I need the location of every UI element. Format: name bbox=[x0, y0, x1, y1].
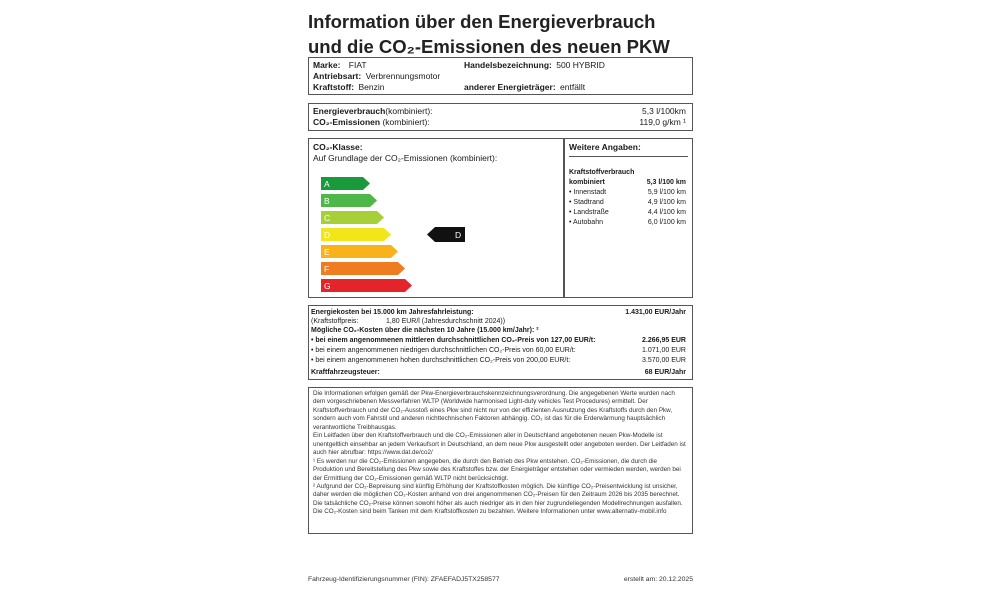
antrieb-label: Antriebsart: bbox=[313, 71, 362, 81]
handel-value: 500 HYBRID bbox=[556, 60, 605, 70]
anderer-value: entfällt bbox=[560, 82, 586, 92]
co2-value: 119,0 g/km ¹ bbox=[639, 117, 686, 127]
steuer-label: Kraftfahrzeugsteuer: bbox=[311, 369, 380, 376]
co2-class-scale bbox=[309, 167, 559, 297]
co2-label: CO₂-Emissionen bbox=[313, 117, 381, 127]
handel-label: Handelsbezeichnung: bbox=[464, 60, 552, 70]
co2-cost-row-label: • bei einem angenommenen mittleren durchschnittlichen CO₂-Preis von 127,00 EUR/t: bbox=[311, 337, 596, 344]
kraftstoff-value: Benzin bbox=[358, 82, 385, 92]
verbrauch-row-value: 6,0 l/100 km bbox=[647, 219, 686, 226]
co2-class-c-label: C bbox=[324, 213, 331, 223]
energie-row bbox=[313, 106, 433, 117]
weitere-angaben-box bbox=[564, 138, 693, 298]
co2-class-g-arrow bbox=[321, 279, 412, 292]
co2-class-e-arrow bbox=[321, 245, 398, 258]
co2-row bbox=[313, 117, 430, 128]
vehicle-info-box bbox=[308, 57, 693, 95]
info-footnote-2: ² Aufgrund der CO₂-Bepreisung sind künftig Erhöhung der Kraftstoffkosten möglich. Die künftige CO₂-Preisentwicklung ist unsicher, daher werden die möglichen CO₂-Kosten anhand von drei angenommenen CO₂-Preisen für den Zeitraum 2026 bis 2035 berechnet. Die tatsächliche CO₂-Preise können sowohl höher als auch niedriger als in den hier zugrundeliegenden Modellrechnungen ausfallen. Die CO₂-Kosten sind beim Tanken mit dem Kraftstoffkosten zu bezahlen. Weitere Informationen unter www.alternativ-mobil.info bbox=[313, 482, 683, 516]
energie-value: 5,3 l/100km bbox=[642, 106, 686, 116]
verbrauch-row-value: 4,9 l/100 km bbox=[647, 199, 686, 206]
co2-label-rest: (kombiniert): bbox=[382, 117, 430, 127]
co2-class-b-label: B bbox=[324, 196, 330, 206]
marke-label: Marke: bbox=[313, 60, 341, 70]
steuer-value: 68 EUR/Jahr bbox=[644, 369, 686, 376]
co2-class-f-arrow bbox=[321, 262, 405, 275]
info-text-box bbox=[308, 387, 693, 534]
handel-row bbox=[464, 60, 605, 71]
co2-cost-row-label: • bei einem angenommenen hohen durchschnittlichen CO₂-Preis von 200,00 EUR/t: bbox=[311, 357, 571, 364]
verbrauch-row-label: • Innenstadt bbox=[569, 189, 607, 196]
verbrauch-row-label: • Autobahn bbox=[569, 219, 603, 226]
verbrauch-row-value: 5,9 l/100 km bbox=[647, 189, 686, 196]
info-paragraph-1: Die Informationen erfolgen gemäß der Pkw-Energieverbrauchskennzeichnungsverordnung. Die angegebenen Werte wurden nach dem vorgeschriebenen Messverfahren WLTP (Worldwide harmonised Light-duty vehicles Test Procedures) ermittelt. Der Kraftstoffverbrauch und der CO₂-Ausstoß eines Pkw sind nicht nur von der effizienten Ausnutzung des Kraftstoffs durch den Pkw, sondern auch vom Fahrstil und anderen nichttechnischen Faktoren abhängig. CO₂ ist das für die Erderwärmung hauptsächlich verantwortliche Treibhausgas. bbox=[313, 390, 675, 431]
fin-text: Fahrzeug-Identifizierungsnummer (FIN): ZFAEFADJ5TX258577 bbox=[308, 576, 500, 583]
energie-label: Energieverbrauch bbox=[313, 106, 386, 116]
current-class-letter: D bbox=[455, 230, 462, 240]
co2-cost-row-value: 3.570,00 EUR bbox=[642, 357, 686, 364]
marke-value: FIAT bbox=[348, 60, 367, 70]
energiekosten-value: 1.431,00 EUR/Jahr bbox=[625, 309, 686, 316]
co2-class-a-label: A bbox=[324, 179, 330, 189]
verbrauch-row-label: • Landstraße bbox=[569, 209, 609, 216]
co2-cost-row-value: 2.266,95 EUR bbox=[642, 337, 686, 344]
weitere-heading: Weitere Angaben: bbox=[569, 142, 641, 152]
co2-class-e-label: E bbox=[324, 247, 330, 257]
co2-class-g-label: G bbox=[324, 281, 331, 291]
co2-class-box bbox=[308, 138, 564, 298]
moegliche-co2-kosten-label: Mögliche CO₂-Kosten über die nächsten 10 Jahre (15.000 km/Jahr): ² bbox=[311, 327, 539, 334]
kombiniert-value: 5,3 l/100 km bbox=[646, 179, 686, 186]
antrieb-value: Verbrennungsmotor bbox=[365, 71, 441, 81]
verbrauch-row-label: • Stadtrand bbox=[569, 199, 604, 206]
kraftstoffpreis-value: 1,80 EUR/l (Jahresdurchschnitt 2024)) bbox=[386, 318, 506, 325]
co2-class-d-arrow bbox=[321, 228, 391, 241]
info-paragraph-2: Ein Leitfaden über den Kraftstoffverbrauch und die CO₂-Emissionen aller in Deutschland angebotenen neuen Pkw-Modelle ist unentgeltlich einsehbar an jedem Verkaufsort in Deutschland, an dem neue Pkw ausgestellt oder angeboten werden. Der Leitfaden ist auch hier abrufbar: https://www.dat.de/co2/ bbox=[313, 432, 686, 457]
co2-cost-row-value: 1.071,00 EUR bbox=[642, 347, 686, 354]
info-footnote-1: ¹ Es werden nur die CO₂-Emissionen angegeben, die durch den Betrieb des Pkw entstehen. CO₂-Emissionen, die durch die Produktion und Bereitstellung des Pkw sowie des Kraftstoffes bzw. der Energieträger entstehen oder vermieden werden, werden bei der Ermittlung der CO₂-Emissionen gemäß WLTP nicht berücksichtigt. bbox=[313, 457, 681, 482]
co2-class-subheading: Auf Grundlage der CO₂-Emissionen (kombiniert): bbox=[313, 153, 498, 163]
kraftstoffverbrauch-heading: Kraftstoffverbrauch bbox=[569, 169, 635, 176]
costs-box bbox=[308, 305, 693, 380]
anderer-label: anderer Energieträger: bbox=[464, 82, 556, 92]
consumption-box bbox=[308, 103, 693, 131]
erstellt-text: erstellt am: 20.12.2025 bbox=[623, 576, 693, 583]
title-line-2: und die CO₂-Emissionen des neuen PKW bbox=[308, 36, 670, 57]
verbrauch-row-value: 4,4 l/100 km bbox=[647, 209, 686, 216]
co2-class-d-label: D bbox=[324, 230, 331, 240]
co2-class-heading: CO₂-Klasse: bbox=[313, 142, 363, 152]
marke-row bbox=[313, 60, 367, 71]
title-line-1: Information über den Energieverbrauch bbox=[308, 11, 656, 32]
kraftstoff-row bbox=[313, 82, 384, 93]
anderer-row bbox=[464, 82, 585, 93]
energie-label-rest: (kombiniert): bbox=[385, 106, 433, 116]
page-title bbox=[308, 9, 708, 59]
kraftstoff-label: Kraftstoff: bbox=[313, 82, 355, 92]
antrieb-row bbox=[313, 71, 440, 82]
co2-class-c-arrow bbox=[321, 211, 384, 224]
co2-cost-row-label: • bei einem angenommenen niedrigen durchschnittlichen CO₂-Preis von 60,00 EUR/t: bbox=[311, 347, 576, 354]
co2-class-f-label: F bbox=[324, 264, 330, 274]
kraftstoffpreis-label: (Kraftstoffpreis: bbox=[311, 318, 359, 325]
energiekosten-label: Energiekosten bei 15.000 km Jahresfahrleistung: bbox=[311, 309, 474, 316]
kombiniert-label: kombiniert bbox=[569, 179, 605, 186]
